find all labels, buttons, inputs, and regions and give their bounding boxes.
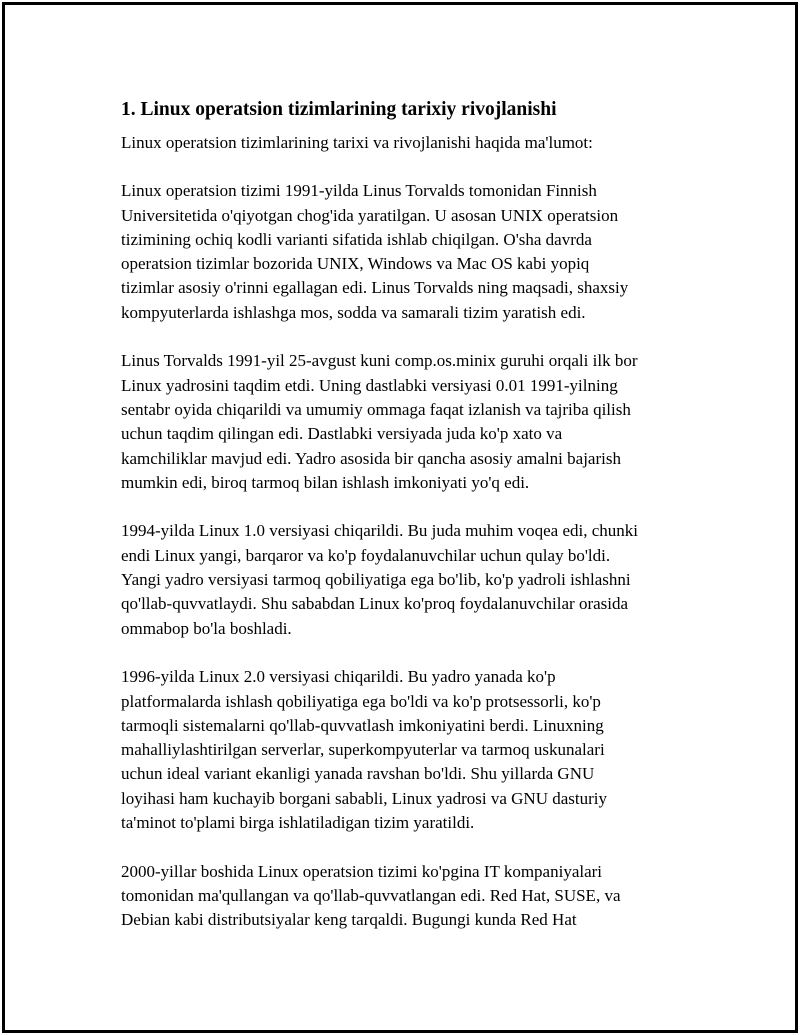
paragraph <box>121 860 701 933</box>
paragraph-line: uchun taqdim qilingan edi. Dastlabki versiyada juda ko'p xato va <box>121 424 563 444</box>
paragraph-line: qo'llab-quvvatlaydi. Shu sababdan Linux ko'proq foydalanuvchilar orasida <box>121 594 629 614</box>
paragraph <box>121 665 701 835</box>
section-heading: 1. Linux operatsion tizimlarining tarixiy rivojlanishi <box>121 99 557 120</box>
paragraph-line: tomonidan ma'qullangan va qo'llab-quvvatlangan edi. Red Hat, SUSE, va <box>121 885 621 905</box>
paragraph-line: 1996-yilda Linux 2.0 versiyasi chiqarildi. Bu yadro yanada ko'p <box>121 667 556 687</box>
paragraph-line: mumkin edi, biroq tarmoq bilan ishlash imkoniyati yo'q edi. <box>121 472 530 492</box>
paragraph-line: Debian kabi distributsiyalar keng tarqaldi. Bugungi kunda Red Hat <box>121 910 577 930</box>
paragraph-line: tizimining ochiq kodli varianti sifatida ishlab chiqilgan. O'sha davrda <box>121 229 592 249</box>
paragraph-line: Linux operatsion tizimi 1991-yilda Linus Torvalds tomonidan Finnish <box>121 181 597 201</box>
page-frame <box>2 2 798 1033</box>
paragraph-line: kompyuterlarda ishlashga mos, sodda va samarali tizim yaratish edi. <box>121 302 586 322</box>
paragraph-line: ommabop bo'la boshladi. <box>121 618 292 638</box>
paragraph-line: tarmoqli sistemalarni qo'llab-quvvatlash imkoniyatini berdi. Linuxning <box>121 715 604 735</box>
paragraph-line: 2000-yillar boshida Linux operatsion tizimi ko'pgina IT kompaniyalari <box>121 861 603 881</box>
paragraph <box>121 519 701 640</box>
paragraph-line: Universitetida o'qiyotgan chog'ida yaratilgan. U asosan UNIX operatsion <box>121 205 619 225</box>
paragraph <box>121 179 701 325</box>
document-body <box>121 97 701 957</box>
paragraph-line: Linux yadrosini taqdim etdi. Uning dastlabki versiyasi 0.01 1991-yilning <box>121 375 618 395</box>
paragraph-line: sentabr oyida chiqarildi va umumiy ommaga faqat izlanish va tajriba qilish <box>121 399 631 419</box>
paragraph-line: endi Linux yangi, barqaror va ko'p foydalanuvchilar uchun qulay bo'ldi. <box>121 545 611 565</box>
paragraph-line: Yangi yadro versiyasi tarmoq qobiliyatiga ega bo'lib, ko'p yadroli ishlashni <box>121 570 631 590</box>
paragraph-line: tizimlar asosiy o'rinni egallagan edi. Linus Torvalds ning maqsadi, shaxsiy <box>121 278 629 298</box>
paragraph-line: loyihasi ham kuchayib borgani sababli, Linux yadrosi va GNU dasturiy <box>121 788 607 808</box>
paragraph-line: Linus Torvalds 1991-yil 25-avgust kuni comp.os.minix guruhi orqali ilk bor <box>121 351 638 371</box>
paragraph-line: 1994-yilda Linux 1.0 versiyasi chiqarildi. Bu juda muhim voqea edi, chunki <box>121 521 638 541</box>
intro-text: Linux operatsion tizimlarining tarixi va rivojlanishi haqida ma'lumot: <box>121 133 593 152</box>
paragraph-line: platformalarda ishlash qobiliyatiga ega bo'ldi va ko'p protsessorli, ko'p <box>121 691 601 711</box>
paragraph-line: kamchiliklar mavjud edi. Yadro asosida bir qancha asosiy amalni bajarish <box>121 448 621 468</box>
paragraph-line: operatsion tizimlar bozorida UNIX, Windows va Mac OS kabi yopiq <box>121 254 590 274</box>
paragraph-line: ta'minot to'plami birga ishlatiladigan tizim yaratildi. <box>121 813 475 833</box>
paragraph <box>121 349 701 495</box>
paragraph-line: mahalliylashtirilgan serverlar, superkompyuterlar va tarmoq uskunalari <box>121 740 605 760</box>
paragraph-line: uchun ideal variant ekanligi yanada ravshan bo'ldi. Shu yillarda GNU <box>121 764 595 784</box>
